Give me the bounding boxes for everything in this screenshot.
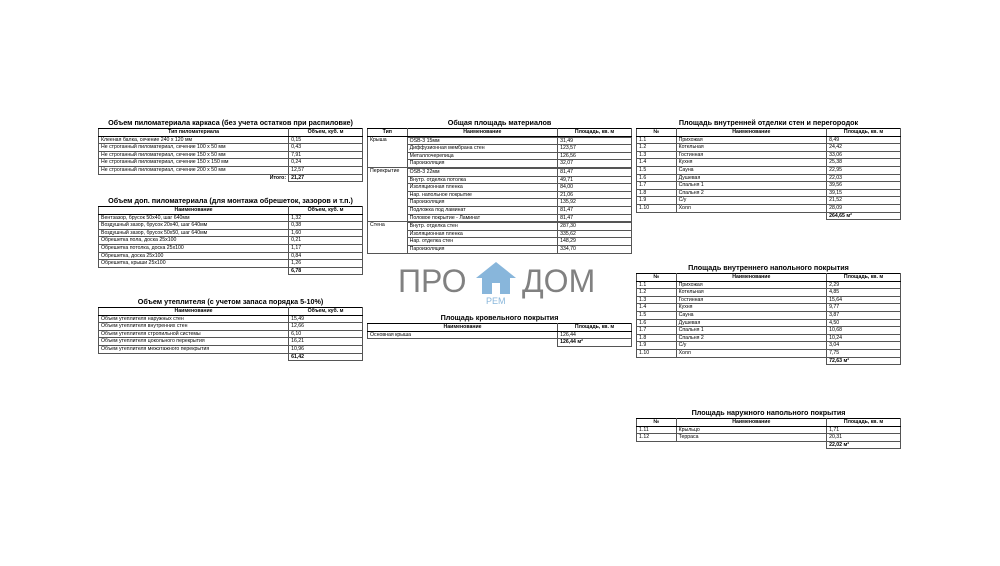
table-cell: Обрешетка пола, доска 25x100 — [99, 237, 289, 245]
col-header: Объем, куб. м — [289, 129, 363, 137]
inner-floor-title: Площадь внутреннего напольного покрытия — [688, 263, 849, 272]
table-row — [368, 137, 632, 145]
table-cell: 148,29 — [558, 238, 632, 246]
watermark-sub-text: РЕМ — [486, 296, 506, 306]
table-cell: 1,32 — [289, 214, 363, 222]
table-cell: 287,30 — [558, 223, 632, 231]
table-cell: 0,43 — [289, 144, 363, 152]
table-cell: Сауна — [676, 166, 826, 174]
table-cell: Прихожая — [676, 281, 826, 289]
extra-lumber-table — [98, 206, 363, 275]
col-header: № — [637, 274, 677, 282]
table-cell: 12,66 — [289, 323, 363, 331]
table-row — [637, 189, 901, 197]
insulation-block — [98, 297, 363, 361]
watermark-left-text: ПРО — [398, 263, 467, 299]
watermark-logo — [398, 258, 628, 308]
total-value: 126,44 м² — [558, 339, 632, 347]
table-row — [637, 327, 901, 335]
col-header: № — [637, 129, 677, 137]
table-cell: 1.3 — [637, 151, 677, 159]
table-cell: Внутр. отделка стен — [407, 223, 557, 231]
table-cell: 126,44 — [558, 331, 632, 339]
table-cell: 28,09 — [827, 204, 901, 212]
table-cell: 126,56 — [558, 152, 632, 160]
table-cell: 15,49 — [289, 315, 363, 323]
outer-floor-title: Площадь наружного напольного покрытия — [691, 408, 846, 417]
table-cell: 1,60 — [289, 229, 363, 237]
table-cell: 49,71 — [558, 176, 632, 184]
table-row — [637, 281, 901, 289]
table-row — [368, 176, 632, 184]
col-header: Наименование — [99, 308, 289, 316]
table-row — [99, 214, 363, 222]
table-cell: Обрешетка, крыши 25x100 — [99, 260, 289, 268]
house-icon — [476, 262, 516, 294]
table-row — [99, 151, 363, 159]
frame-lumber-table — [98, 128, 363, 182]
table-cell: 0,38 — [289, 222, 363, 230]
total-label: Итого: — [269, 174, 287, 181]
table-row — [99, 229, 363, 237]
table-row — [99, 338, 363, 346]
table-cell: 1.6 — [637, 174, 677, 182]
table-row — [99, 330, 363, 338]
table-cell: Изоляционная пленка — [407, 184, 557, 192]
group-type: Крыша — [368, 136, 408, 167]
materials-table — [367, 128, 632, 254]
table-cell: 6,10 — [289, 330, 363, 338]
col-header: Площадь, кв. м — [558, 129, 632, 137]
table-cell: 0,24 — [289, 159, 363, 167]
table-row — [637, 304, 901, 312]
table-cell: 1.1 — [637, 136, 677, 144]
table-cell: 1.9 — [637, 197, 677, 205]
table-row — [368, 199, 632, 207]
table-cell: 1.11 — [637, 426, 677, 434]
table-cell: Обрешетка, доска 25x100 — [99, 252, 289, 260]
col-header: Тип — [368, 129, 408, 137]
table-cell: 1.5 — [637, 166, 677, 174]
table-row — [99, 237, 363, 245]
table-row — [637, 136, 901, 144]
table-row — [637, 349, 901, 357]
table-cell: Объем утеплителя стропильной системы — [99, 330, 289, 338]
table-cell: 0,21 — [289, 237, 363, 245]
col-header: Площадь, кв. м — [827, 129, 901, 137]
table-cell: 1.10 — [637, 349, 677, 357]
table-cell: 1,17 — [289, 244, 363, 252]
materials-block — [367, 118, 632, 254]
frame-lumber-block — [98, 118, 363, 182]
table-row — [99, 315, 363, 323]
table-cell: 135,92 — [558, 199, 632, 207]
table-cell: 1.8 — [637, 334, 677, 342]
table-cell: Вентзазор, брусок 50x40, шаг 640мм — [99, 214, 289, 222]
table-row — [637, 197, 901, 205]
table-cell: Основная крыша — [368, 331, 558, 339]
table-row — [368, 238, 632, 246]
table-cell: 4,50 — [827, 319, 901, 327]
table-row — [637, 296, 901, 304]
table-cell: 1.2 — [637, 144, 677, 152]
table-cell: Пароизоляция — [407, 160, 557, 168]
table-cell: Не строганный пиломатериал, сечение 100 x 50 мм — [99, 144, 289, 152]
table-cell: 22,03 — [827, 174, 901, 182]
table-cell: 7,91 — [289, 151, 363, 159]
col-header: Площадь, кв. м — [827, 419, 901, 427]
insulation-table — [98, 307, 363, 361]
table-cell: Пароизоляция — [407, 199, 557, 207]
col-header: Наименование — [676, 419, 826, 427]
wall-finish-table — [636, 128, 901, 220]
table-cell: Не строганный пиломатериал, сечение 150 x 150 мм — [99, 159, 289, 167]
table-cell: Кухня — [676, 159, 826, 167]
table-cell: 32,07 — [558, 160, 632, 168]
table-row — [99, 166, 363, 174]
col-header: Наименование — [368, 324, 558, 332]
table-cell: 1.4 — [637, 304, 677, 312]
table-cell: 10,24 — [827, 334, 901, 342]
col-header: Наименование — [676, 129, 826, 137]
total-value: 264,65 м² — [827, 212, 901, 220]
total-value: 61,42 — [289, 353, 363, 361]
table-cell: Воздушный зазор, брусок 50x50, шаг 640мм — [99, 229, 289, 237]
table-cell: 1.7 — [637, 327, 677, 335]
table-cell: 81,47 — [558, 214, 632, 222]
table-row — [368, 145, 632, 153]
table-cell: 0,84 — [289, 252, 363, 260]
table-row — [99, 260, 363, 268]
table-cell: 123,57 — [558, 145, 632, 153]
table-cell: 335,62 — [558, 230, 632, 238]
table-cell: Воздушный зазор, брусок 20x40, шаг 640мм — [99, 222, 289, 230]
watermark-right-text: ДОМ — [522, 263, 596, 299]
table-cell: Холл — [676, 204, 826, 212]
table-cell: Холл — [676, 349, 826, 357]
table-row — [368, 245, 632, 253]
table-cell: 1.7 — [637, 182, 677, 190]
table-cell: Объем утеплителя межэтажного перекрытия — [99, 345, 289, 353]
table-row — [368, 160, 632, 168]
table-cell: Спальня 2 — [676, 334, 826, 342]
table-cell: 7,75 — [827, 349, 901, 357]
table-cell: Сауна — [676, 311, 826, 319]
table-cell: Металлочерепица — [407, 152, 557, 160]
col-header: Тип пиломатериала — [99, 129, 289, 137]
table-cell: 1.2 — [637, 289, 677, 297]
table-cell: Спальня 1 — [676, 327, 826, 335]
table-cell: Половое покрытие - Ламинат — [407, 214, 557, 222]
table-cell: Гостинная — [676, 151, 826, 159]
table-row — [637, 434, 901, 442]
frame-lumber-title: Объем пиломатериала каркаса (без учета остатков при распиловке) — [108, 118, 353, 127]
inner-floor-table — [636, 273, 901, 365]
table-row — [99, 323, 363, 331]
table-cell: 0,15 — [289, 136, 363, 144]
table-cell: 1.12 — [637, 434, 677, 442]
materials-title: Общая площадь материалов — [447, 118, 552, 127]
table-cell: Спальня 1 — [676, 182, 826, 190]
group-type: Перекрытие — [368, 167, 408, 221]
total-value: 22,02 м² — [827, 441, 901, 449]
col-header: Наименование — [407, 129, 557, 137]
table-cell: 3,04 — [827, 342, 901, 350]
table-row — [368, 152, 632, 160]
table-row — [99, 244, 363, 252]
col-header: Наименование — [99, 207, 289, 215]
table-cell: 8,49 — [827, 136, 901, 144]
table-cell: 1.3 — [637, 296, 677, 304]
wall-finish-title: Площадь внутренней отделки стен и перегородок — [678, 118, 859, 127]
table-cell: Гостинная — [676, 296, 826, 304]
table-cell: 1.4 — [637, 159, 677, 167]
table-cell: 1.1 — [637, 281, 677, 289]
table-row — [637, 319, 901, 327]
col-header: Объем, куб. м — [289, 207, 363, 215]
table-cell: 4,85 — [827, 289, 901, 297]
table-row — [368, 191, 632, 199]
table-row — [99, 144, 363, 152]
col-header: Площадь, кв. м — [558, 324, 632, 332]
table-row — [368, 184, 632, 192]
table-row — [368, 206, 632, 214]
table-cell: Объем утеплителя внутренних стен — [99, 323, 289, 331]
table-cell: 15,64 — [827, 296, 901, 304]
table-row — [637, 204, 901, 212]
table-row — [99, 222, 363, 230]
col-header: Объем, куб. м — [289, 308, 363, 316]
table-cell: Кухня — [676, 304, 826, 312]
table-cell: Котельная — [676, 144, 826, 152]
table-cell: 1.9 — [637, 342, 677, 350]
table-cell: Клееная балка, сечение 240 x 120 мм — [99, 136, 289, 144]
table-row — [99, 345, 363, 353]
table-row — [637, 426, 901, 434]
inner-floor-block — [636, 263, 901, 365]
roof-area-block — [367, 313, 632, 347]
table-row — [99, 252, 363, 260]
table-row — [637, 182, 901, 190]
table-row — [637, 166, 901, 174]
total-value: 6,78 — [289, 267, 363, 275]
table-cell: 1.5 — [637, 311, 677, 319]
table-cell: С/у — [676, 342, 826, 350]
table-cell: Объем утеплителя цокольного перекрытия — [99, 338, 289, 346]
table-row — [637, 311, 901, 319]
roof-area-table — [367, 323, 632, 347]
table-cell: 31,49 — [558, 137, 632, 145]
table-row — [368, 230, 632, 238]
table-cell: 22,95 — [827, 166, 901, 174]
table-cell: 1,71 — [827, 426, 901, 434]
table-cell: 39,15 — [827, 189, 901, 197]
table-cell: Не строганный пиломатериал, сечение 150 x 50 мм — [99, 151, 289, 159]
table-row — [99, 136, 363, 144]
table-row — [368, 331, 632, 339]
table-row — [368, 223, 632, 231]
table-row — [368, 168, 632, 176]
table-cell: Прихожая — [676, 136, 826, 144]
table-cell: Обрешетка потолка, доска 25x100 — [99, 244, 289, 252]
table-row — [637, 289, 901, 297]
table-cell: 24,42 — [827, 144, 901, 152]
table-cell: Крыльцо — [676, 426, 826, 434]
table-cell: 1.8 — [637, 189, 677, 197]
table-cell: OSB-3 22мм — [407, 168, 557, 176]
total-value: 21,27 — [289, 174, 363, 182]
table-cell: Внутр. отделка потолка — [407, 176, 557, 184]
table-cell: 81,47 — [558, 206, 632, 214]
wall-finish-block — [636, 118, 901, 220]
table-cell: Нар. напольное покрытие — [407, 191, 557, 199]
col-header: № — [637, 419, 677, 427]
table-cell: 21,52 — [827, 197, 901, 205]
table-cell: 10,68 — [827, 327, 901, 335]
table-cell: Объем утеплителя наружных стен — [99, 315, 289, 323]
table-cell: 20,31 — [827, 434, 901, 442]
table-cell: 25,38 — [827, 159, 901, 167]
table-cell: Нар. отделка стен — [407, 238, 557, 246]
table-row — [637, 174, 901, 182]
outer-floor-table — [636, 418, 901, 449]
col-header: Наименование — [676, 274, 826, 282]
table-row — [637, 334, 901, 342]
col-header: Площадь, кв. м — [827, 274, 901, 282]
table-cell: Не строганный пиломатериал, сечение 200 x 50 мм — [99, 166, 289, 174]
table-cell: Терраса — [676, 434, 826, 442]
table-row — [637, 342, 901, 350]
table-cell: 39,56 — [827, 182, 901, 190]
table-cell: Диффузионная мембрана стен — [407, 145, 557, 153]
table-cell: 21,06 — [558, 191, 632, 199]
outer-floor-block — [636, 408, 901, 449]
table-cell: 9,77 — [827, 304, 901, 312]
table-cell: Изоляционная пленка — [407, 230, 557, 238]
table-cell: С/у — [676, 197, 826, 205]
table-cell: 84,00 — [558, 184, 632, 192]
table-cell: 81,47 — [558, 168, 632, 176]
table-cell: 33,06 — [827, 151, 901, 159]
table-row — [368, 214, 632, 222]
extra-lumber-title: Объем доп. пиломатериала (для монтажа обрешеток, зазоров и т.п.) — [108, 196, 353, 205]
table-cell: Пароизоляция — [407, 245, 557, 253]
table-cell: 1.6 — [637, 319, 677, 327]
table-cell: 10,96 — [289, 345, 363, 353]
table-cell: 16,21 — [289, 338, 363, 346]
table-cell: Спальня 2 — [676, 189, 826, 197]
group-type: Стена — [368, 222, 408, 253]
table-cell: Душевая — [676, 319, 826, 327]
table-cell: 1.10 — [637, 204, 677, 212]
table-cell: Котельная — [676, 289, 826, 297]
table-cell: 2,29 — [827, 281, 901, 289]
extra-lumber-block — [98, 196, 363, 275]
table-cell: 12,57 — [289, 166, 363, 174]
table-row — [637, 144, 901, 152]
table-row — [637, 151, 901, 159]
table-row — [99, 159, 363, 167]
table-cell: 334,70 — [558, 245, 632, 253]
table-cell: 3,87 — [827, 311, 901, 319]
table-cell: OSB-3 15мм — [407, 137, 557, 145]
table-row — [637, 159, 901, 167]
table-cell: Душевая — [676, 174, 826, 182]
roof-area-title: Площадь кровельного покрытия — [440, 313, 559, 322]
total-value: 72,63 м² — [827, 357, 901, 365]
table-cell: 1,26 — [289, 260, 363, 268]
insulation-title: Объем утеплителя (с учетом запаса порядка 5-10%) — [137, 297, 324, 306]
table-cell: Подложка под ламинат — [407, 206, 557, 214]
